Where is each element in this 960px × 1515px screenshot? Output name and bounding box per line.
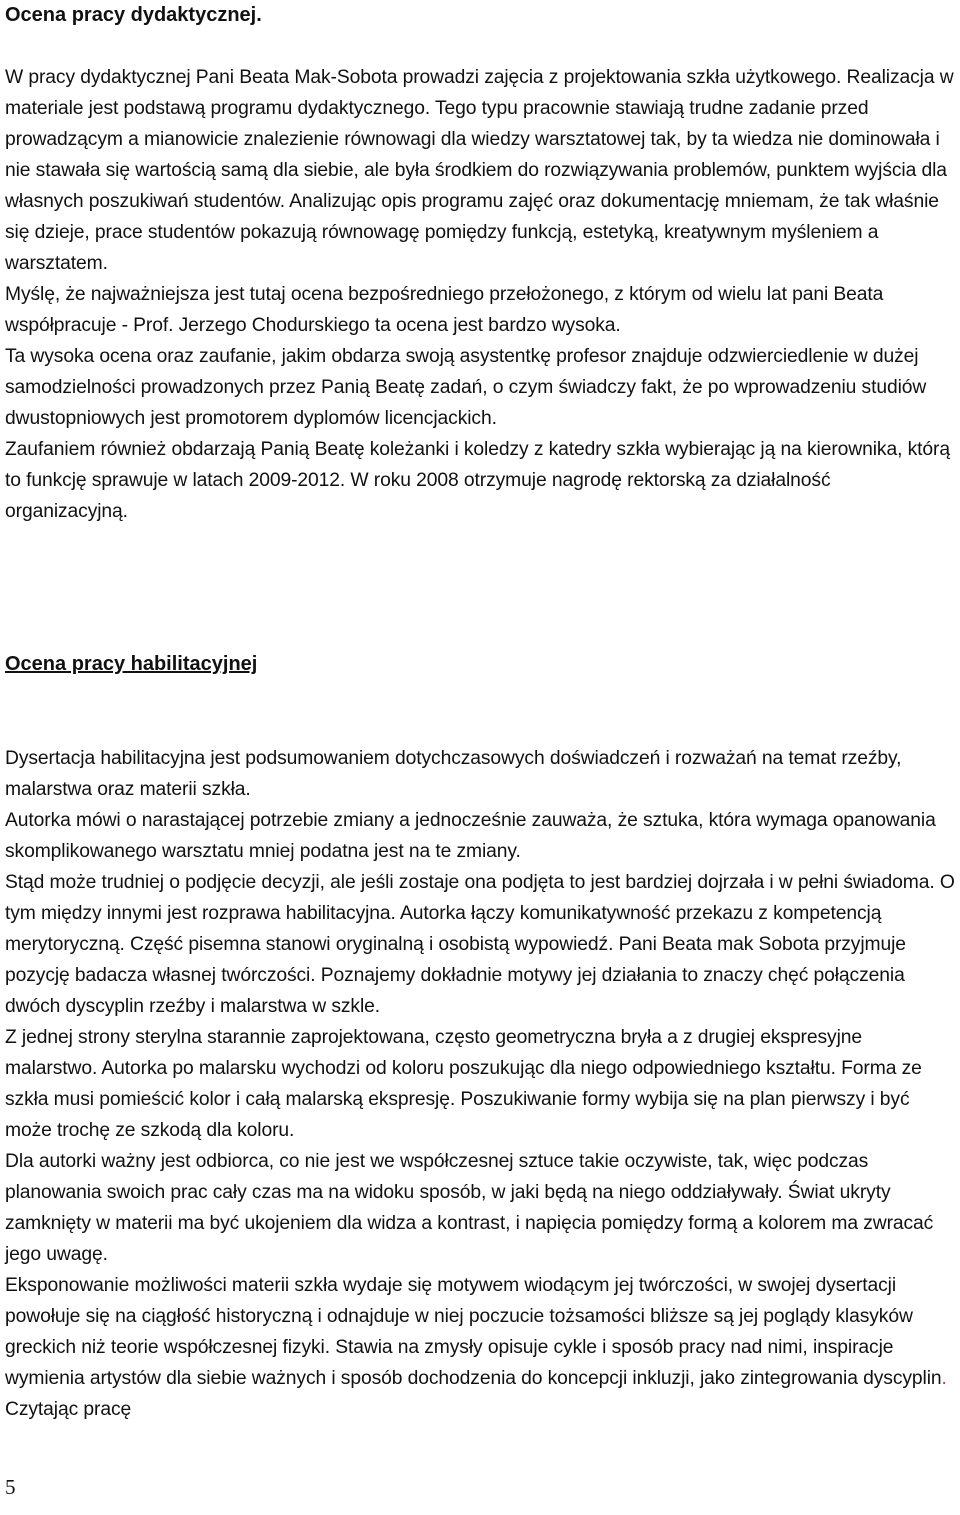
paragraph: Ta wysoka ocena oraz zaufanie, jakim obdarza swoją asystentkę profesor znajduje odzwierciedlenie w dużej samodzielności prowadzonych przez Panią Beatę zadań, o czym świadczy fakt, że po wprowadzeniu studiów dwustopniowych jest promotorem dyplomów licencjackich. [5,346,927,429]
heading-teaching-evaluation: Ocena pracy dydaktycznej. [5,4,262,26]
page-number: 5 [5,1475,16,1499]
paragraph: Zaufaniem również obdarzają Panią Beatę koleżanki i koledzy z katedry szkła wybierając ją na kierownika, którą to funkcję sprawuje w latach 2009-2012. W roku 2008 otrzymuje nagrodę rektorską za działalność organizacyjną. [5,439,950,522]
paragraph: Myślę, że najważniejsza jest tutaj ocena bezpośredniego przełożonego, z którym od wielu lat pani Beata współpracuje - Prof. Jerzego Chodurskiego ta ocena jest bardzo wysoka. [5,284,884,336]
paragraph-text: Czytając pracę [5,1399,132,1420]
paragraph: Dysertacja habilitacyjna jest podsumowaniem dotychczasowych doświadczeń i rozważań na temat rzeźby, malarstwa oraz materii szkła. [5,748,902,800]
paragraph: Autorka mówi o narastającej potrzebie zmiany a jednocześnie zauważa, że sztuka, która wymaga opanowania skomplikowanego warsztatu mniej podatna jest na te zmiany. [5,810,936,862]
paragraph: Stąd może trudniej o podjęcie decyzji, ale jeśli zostaje ona podjęta to jest bardziej dojrzała i w pełni świadoma. O tym między innymi jest rozprawa habilitacyjna. Autorka łączy komunikatywność przekazu z kompetencją merytoryczną. Część pisemna stanowi oryginalną i osobistą wypowiedź. Pani Beata mak Sobota przyjmuje pozycję badacza własnej twórczości. Poznajemy dokładnie motywy jej działania to znaczy chęć połączenia dwóch dyscyplin rzeźby i malarstwa w szkle. [5,872,955,1017]
paragraph-text: Eksponowanie możliwości materii szkła wydaje się motywem wiodącym jej twórczości, w swojej dysertacji powołuje się na ciągłość historyczną i odnajduje w niej poczucie tożsamości bliższe są jej poglądy klasyków greckich niż teorie współczesnej fizyki. Stawia na zmysły opisuje cykle i sposób pracy nad nimi, inspiracje wymienia artystów dla siebie ważnych i sposób dochodzenia do koncepcji inkluzji, jako zintegrowania dyscyplin [5,1275,942,1389]
paragraph: Dla autorki ważny jest odbiorca, co nie jest we współczesnej sztuce takie oczywiste, tak, więc podczas planowania swoich prac cały czas ma na widoku sposób, w jaki będą na niego oddziaływały. Świat ukryty zamknięty w materii ma być ukojeniem dla widza a kontrast, i napięcia pomiędzy formą a kolorem ma zwracać jego uwagę. [5,1151,934,1265]
paragraph: Z jednej strony sterylna starannie zaprojektowana, często geometryczna bryła a z drugiej ekspresyjne malarstwo. Autorka po malarsku wychodzi od koloru poszukując dla niego odpowiedniego kształtu. Forma ze szkła musi pomieścić kolor i całą malarską ekspresję. Poszukiwanie formy wybija się na plan pierwszy i być może trochę ze szkodą dla koloru. [5,1027,922,1141]
paragraph-last [5,1270,957,1425]
section-teaching-evaluation [5,62,957,527]
heading-habilitation-evaluation: Ocena pracy habilitacyjnej [5,653,258,675]
section-habilitation-evaluation [5,743,957,1425]
paragraph: W pracy dydaktycznej Pani Beata Mak-Sobota prowadzi zajęcia z projektowania szkła użytkowego. Realizacja w materiale jest podstawą programu dydaktycznego. Tego typu pracownie stawiają trudne zadanie przed prowadzącym a mianowicie znalezienie równowagi dla wiedzy warsztatowej tak, by ta wiedza nie dominowała i nie stawała się wartością samą dla siebie, ale była środkiem do rozwiązywania problemów, punktem wyjścia dla własnych poszukiwań studentów. Analizując opis programu zajęć oraz dokumentację mniemam, że tak właśnie się dzieje, prace studentów pokazują równowagę pomiędzy funkcją, estetyką, kreatywnym myśleniem a warsztatem. [5,67,954,274]
red-period-mark: . [941,1368,947,1389]
